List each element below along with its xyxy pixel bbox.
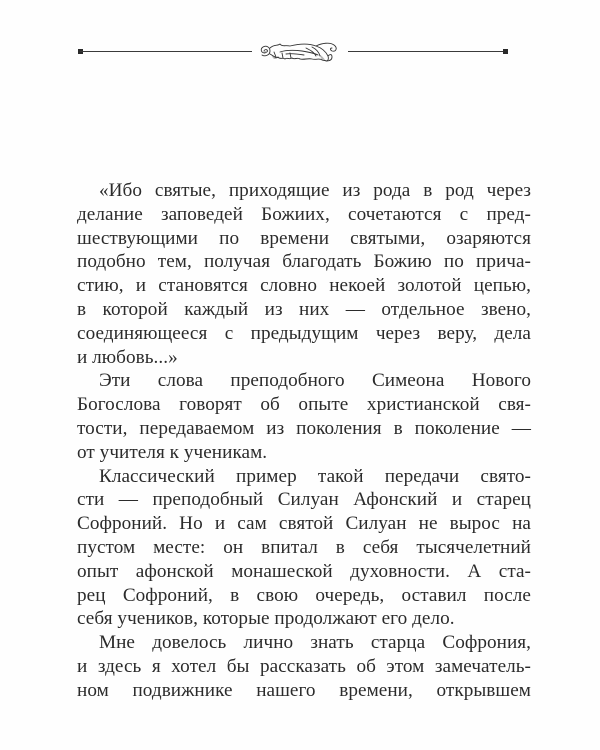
paragraph-quote (77, 179, 531, 369)
text-line: сти — преподобный Силуан Афонский и старец (77, 489, 531, 511)
text-line: себя учеников, которые продолжают его дело. (77, 608, 455, 630)
text-line: ном подвижнике нашего времени, открывшем (77, 679, 531, 701)
text-line: делание заповедей Божиих, сочетаются с пред- (77, 203, 531, 225)
text-line: стию, и становятся словно некоей золотой цепью, (77, 275, 531, 297)
ornament-square-right-icon (503, 49, 508, 54)
text-line: пустом месте: он впитал в себя тысячелетний (77, 536, 531, 558)
paragraph (77, 465, 531, 632)
text-line: Классический пример такой передачи свято- (99, 465, 531, 487)
text-line: подобно тем, получая благодать Божию по прича- (77, 251, 531, 273)
text-line: рец Софроний, в свою очередь, оставил после (77, 584, 531, 606)
header-ornament (78, 40, 508, 64)
text-line: в которой каждый из них — отдельное звено, (77, 298, 531, 320)
paragraph (77, 631, 531, 702)
ornament-rule-right (348, 51, 504, 52)
text-line: от учителя к ученикам. (77, 441, 268, 463)
text-line: шествующими по времени святыми, озаряются (77, 227, 531, 249)
text-line: соединяющееся с предыдущим через веру, дела (77, 322, 531, 344)
text-line: и здесь я хотел бы рассказать об этом замечатель- (77, 655, 531, 677)
text-line: Богослова говорят об опыте христианской свя- (77, 394, 531, 416)
acanthus-scroll-icon (256, 40, 344, 64)
text-line: тости, передаваемом из поколения в поколение — (77, 417, 531, 439)
text-line: и любовь...» (77, 346, 178, 368)
ornament-rule-left (80, 51, 252, 52)
text-line: Эти слова преподобного Симеона Нового (99, 370, 531, 392)
text-line: Софроний. Но и сам святой Силуан не вырос на (77, 513, 531, 535)
text-line: «Ибо святые, приходящие из рода в род через (99, 180, 531, 201)
paragraph (77, 369, 531, 464)
text-line: Мне довелось лично знать старца Софрония, (99, 632, 531, 654)
body-text (77, 179, 531, 703)
text-line: опыт афонской монашеской духовности. А ста- (77, 560, 531, 582)
